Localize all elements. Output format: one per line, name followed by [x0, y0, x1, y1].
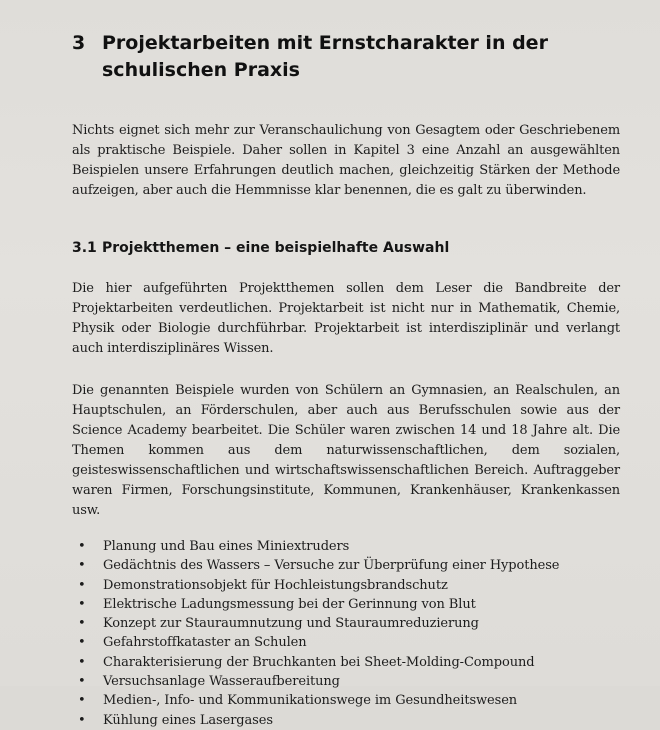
list-item — [72, 672, 620, 691]
list-item-text: Kühlung eines Lasergases — [103, 712, 273, 728]
list-item — [72, 595, 620, 614]
list-item-text: Demonstrationsobjekt für Hochleistungsbrandschutz — [103, 577, 448, 593]
list-item — [72, 614, 620, 633]
bullet-icon: • — [78, 577, 86, 593]
section-heading — [72, 238, 620, 258]
section-number: 3.1 — [72, 240, 97, 256]
list-item — [72, 576, 620, 595]
bullet-icon: • — [78, 558, 86, 574]
paragraph-bandbreite: Die hier aufgeführten Projektthemen sollen dem Leser die Bandbreite der Projektarbeiten verdeutlichen. Projektarbeit ist nicht nur in Mathematik, Chemie, Physik oder Biologie durchführbar. Projektarbeit ist interdisziplinär und verlangt auch interdisziplinäres Wissen. — [72, 281, 620, 356]
list-item-text: Gedächtnis des Wassers – Versuche zur Überprüfung einer Hypothese — [103, 558, 560, 574]
topic-list — [72, 537, 620, 730]
list-item — [72, 537, 620, 556]
list-item-text: Konzept zur Stauraumnutzung und Stauraumreduzierung — [103, 616, 479, 632]
section-title: Projektthemen – eine beispielhafte Auswahl — [102, 240, 450, 256]
chapter-number: 3 — [72, 32, 86, 54]
list-item-text: Medien-, Info- und Kommunikationswege im Gesundheitswesen — [103, 693, 518, 709]
list-item — [72, 633, 620, 652]
list-item — [72, 691, 620, 710]
bullet-icon: • — [78, 674, 86, 690]
list-item-text: Elektrische Ladungsmessung bei der Gerinnung von Blut — [103, 596, 476, 612]
paragraph-beispiele: Die genannten Beispiele wurden von Schülern an Gymnasien, an Realschulen, an Hauptschulen, an Förderschulen, aber auch aus Berufsschulen sowie aus der Science Academy bearbeitet. Die Schüler waren zwischen 14 und 18 Jahre alt. Die Themen kommen aus dem naturwissenschaftlichen, dem sozialen, geisteswissenschaftlichen und wirtschaftswissenschaftlichen Bereich. Auftraggeber waren Firmen, Forschungsinstitute, Kommunen, Krankenhäuser, Krankenkassen usw. — [72, 383, 620, 518]
bullet-icon: • — [78, 635, 86, 651]
list-item-text: Charakterisierung der Bruchkanten bei Sheet-Molding-Compound — [103, 654, 535, 670]
list-item — [72, 556, 620, 575]
bullet-icon: • — [78, 616, 86, 632]
list-item — [72, 653, 620, 672]
list-item-text: Planung und Bau eines Miniextruders — [103, 539, 350, 554]
bullet-icon: • — [78, 654, 86, 670]
bullet-icon: • — [78, 712, 86, 728]
bullet-icon: • — [78, 693, 86, 709]
list-item-text: Versuchsanlage Wasseraufbereitung — [103, 674, 340, 690]
bullet-icon: • — [78, 539, 86, 554]
intro-paragraph: Nichts eignet sich mehr zur Veranschaulichung von Gesagtem oder Geschriebenem als praktische Beispiele. Daher sollen in Kapitel 3 eine Anzahl an ausgewählten Beispielen unsere Erfahrungen deutlich machen, gleichzeitig Stärken der Methode aufzeigen, aber auch die Hemmnisse klar benennen, die es galt zu überwinden. — [72, 123, 620, 198]
list-item — [72, 711, 620, 730]
list-item-text: Gefahrstoffkataster an Schulen — [103, 635, 307, 651]
chapter-title-line-1: Projektarbeiten mit Ernstcharakter in der — [102, 32, 548, 54]
bullet-icon: • — [78, 596, 86, 612]
chapter-title — [102, 30, 548, 84]
chapter-title-line-2: schulischen Praxis — [102, 59, 300, 81]
chapter-heading — [72, 30, 620, 84]
